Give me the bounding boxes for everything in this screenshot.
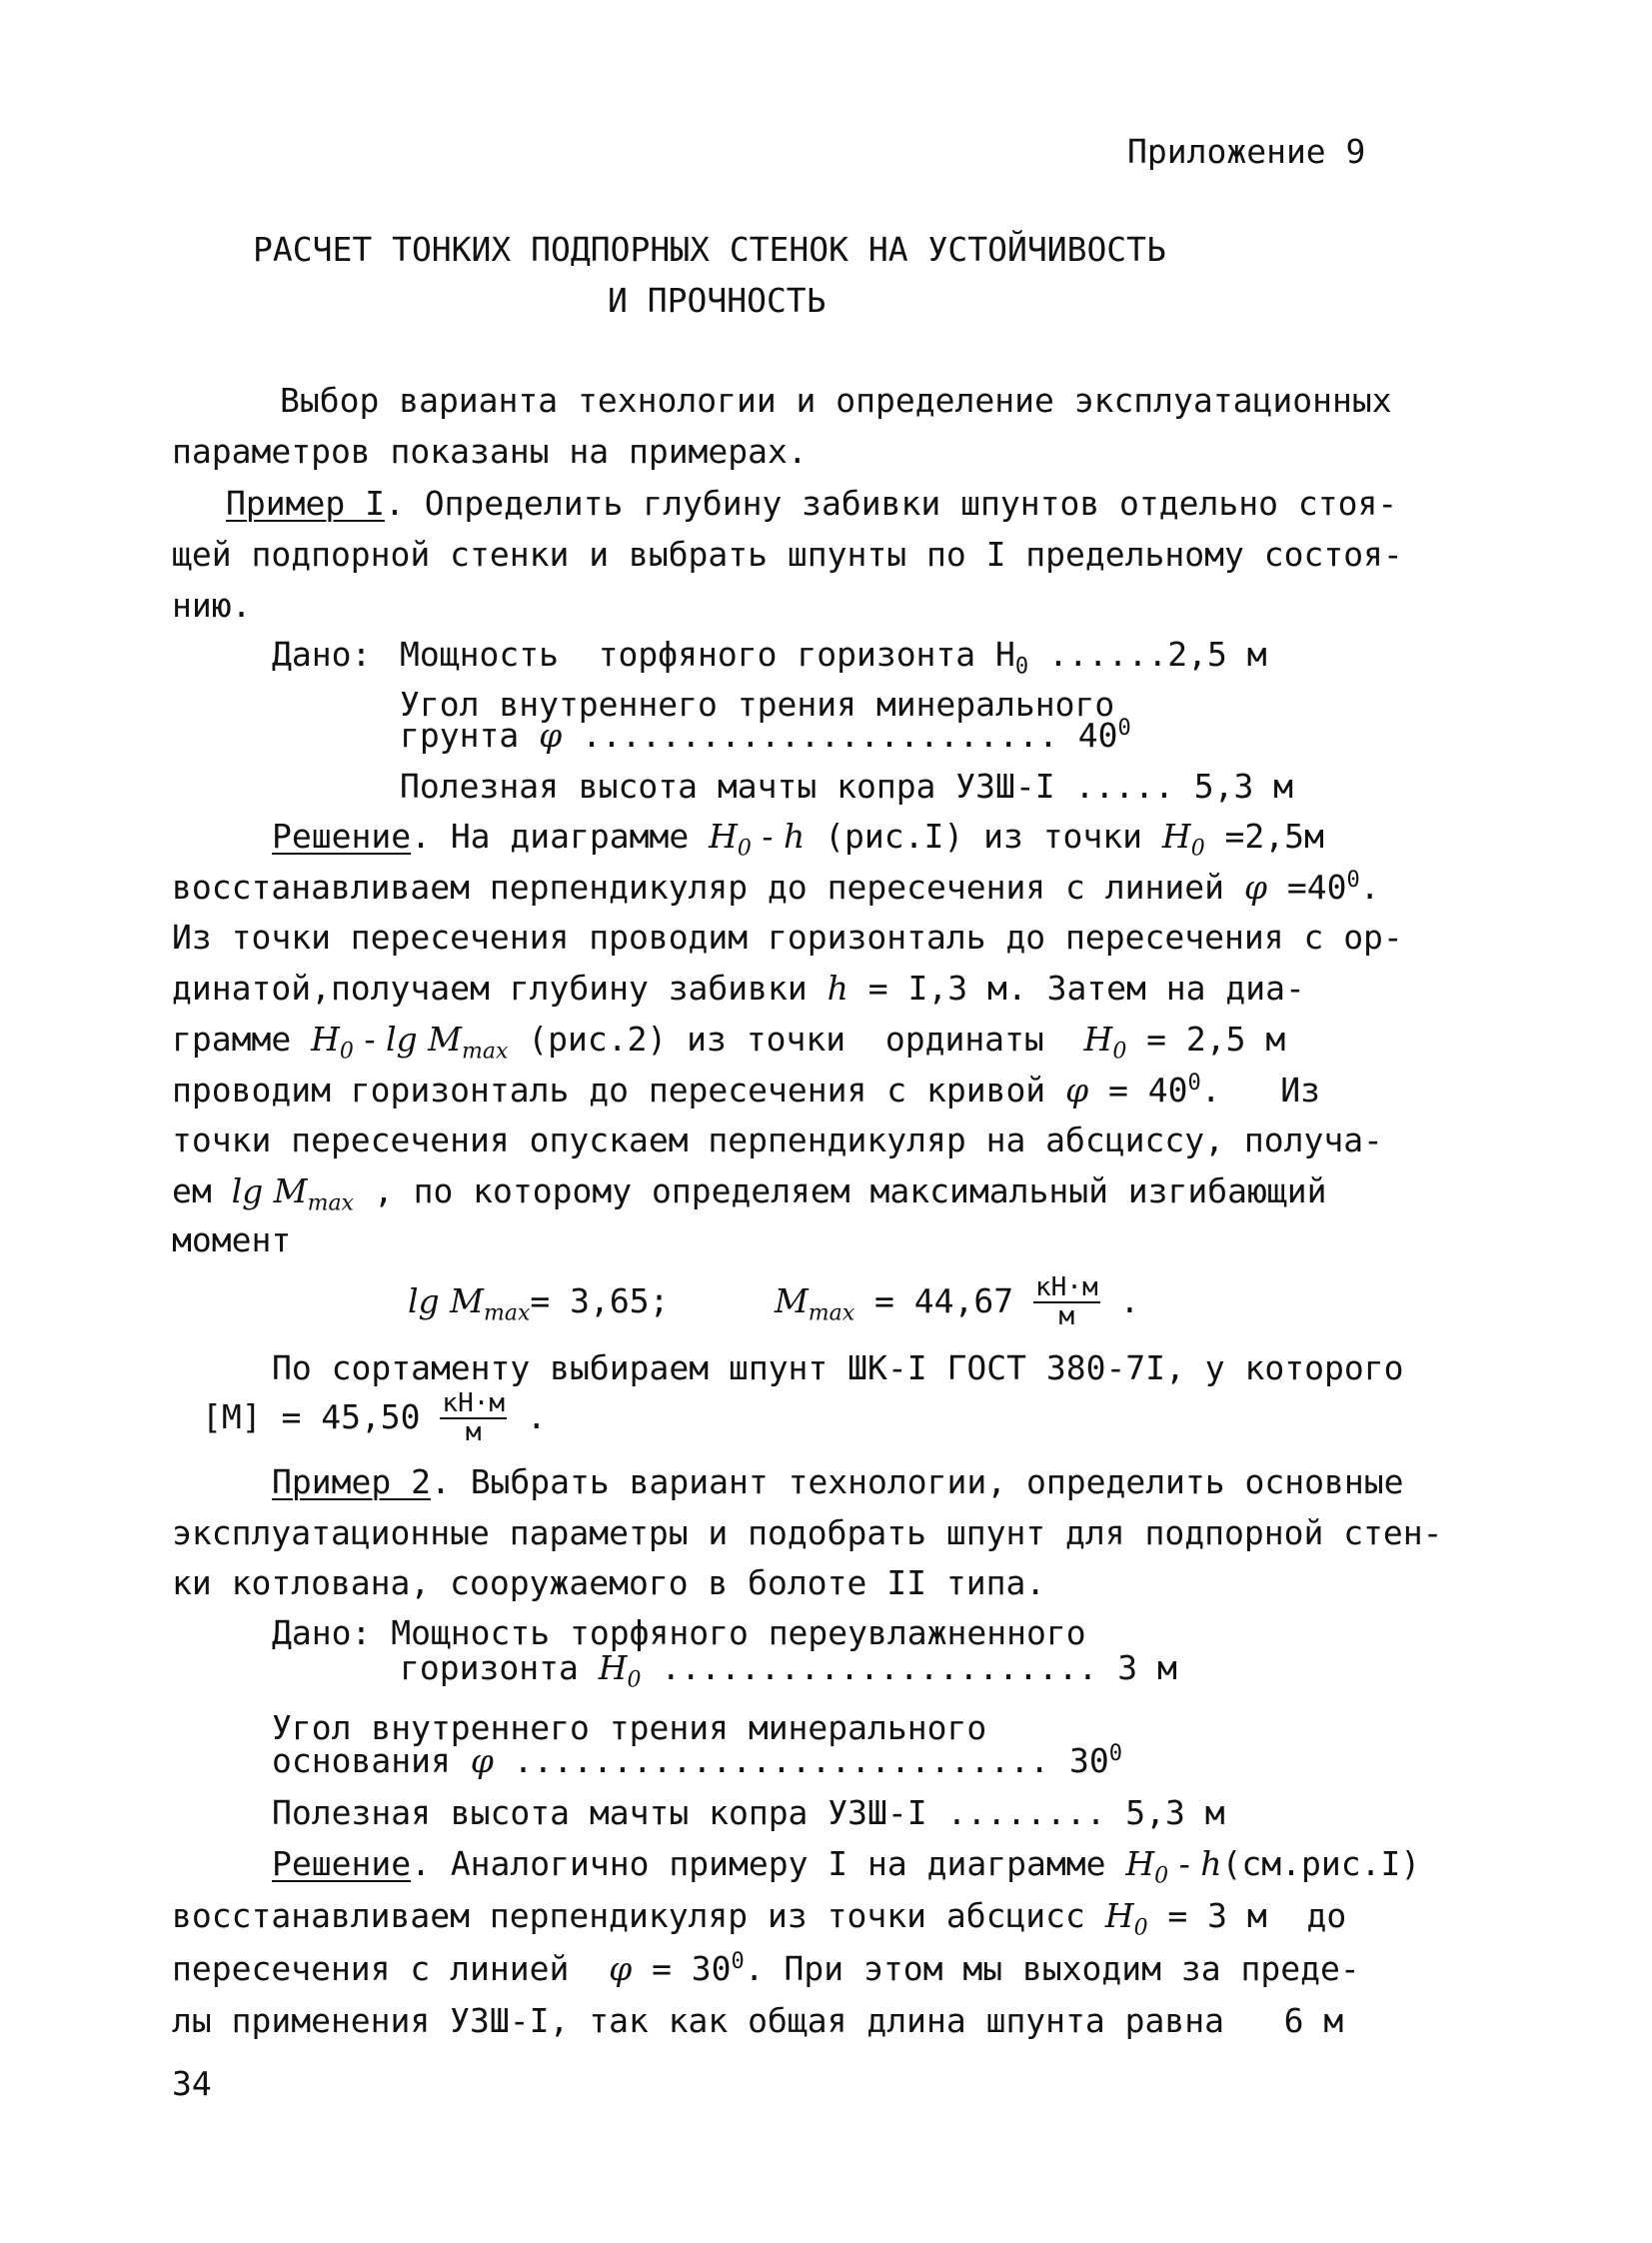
h0-sub: 0	[1190, 836, 1205, 862]
result-line-1: По сортаменту выбираем шпунт ШК-I ГОСТ 380-7I, у которого	[272, 1348, 1404, 1387]
unit-denominator: м	[465, 1417, 482, 1448]
example-2-label: Пример 2	[272, 1462, 431, 1501]
allowable-moment: [M] = 45,50	[202, 1396, 441, 1436]
solution-1-line-5	[172, 1020, 1286, 1065]
solution-2-text-d: = 3 м до	[1147, 1896, 1347, 1935]
h0-symbol: H	[709, 817, 738, 856]
given-value: ...................... 3 м	[641, 1648, 1177, 1687]
lgm-symbol: lg M	[408, 1281, 484, 1320]
example-2-given-1-line-2	[400, 1648, 1177, 1693]
example-1-task-line-3: нию.	[172, 586, 252, 625]
period: .	[1099, 1280, 1140, 1320]
degree-sup: 0	[1346, 868, 1360, 893]
result-line-2	[202, 1390, 547, 1447]
h0-symbol: H	[1161, 817, 1191, 856]
given-1	[400, 635, 1267, 680]
given-1-text: Мощность торфяного горизонта H	[400, 635, 1015, 674]
unit-numerator: кН·м	[1035, 1272, 1098, 1302]
degree-sup: 0	[1117, 716, 1131, 741]
given-2-line-2	[400, 716, 1131, 755]
minus: -	[751, 817, 785, 856]
phi-value: =40	[1266, 868, 1347, 907]
h0-ordinate	[1083, 1020, 1127, 1065]
h0-symbol: H	[1083, 1020, 1113, 1059]
lgm-symbol: lg M	[231, 1171, 308, 1210]
solution-1-line-4	[172, 969, 1305, 1008]
given-3: Полезная высота мачты копра УЗШ-I ..... 5,3 м	[400, 767, 1294, 806]
solution-2-text-a: . Аналогично примеру I на диаграмме	[411, 1844, 1126, 1883]
solution-1-text-i: = 2,5 м	[1126, 1020, 1286, 1059]
h0-sub: 0	[1154, 1863, 1169, 1889]
given-1-value: ......2,5 м	[1028, 635, 1267, 674]
h0-symbol: H	[1125, 1844, 1155, 1883]
given-text: горизонта	[400, 1648, 599, 1687]
formula-h0-h	[709, 817, 806, 862]
solution-1-text-f: = I,3 м. Затем на диа-	[847, 969, 1305, 1008]
intro-line-1: Выбор варианта технологии и определение эксплуатационных	[280, 381, 1392, 420]
solution-1-line-2	[172, 868, 1380, 907]
degree-sup: 0	[1187, 1071, 1201, 1096]
phi-symbol: φ	[1243, 868, 1267, 907]
unit-fraction	[440, 1390, 507, 1447]
h-symbol: h	[826, 969, 848, 1008]
solution-2-line-2	[172, 1896, 1347, 1941]
unit-denominator: м	[1058, 1301, 1075, 1332]
solution-1-text-d: восстанавливаем перпендикуляр до пересечения с линией	[172, 868, 1244, 907]
phi-symbol: φ	[539, 716, 563, 755]
example-2-task-text: . Выбрать вариант технологии, определить основные	[430, 1462, 1404, 1501]
given-1-subscript: 0	[1014, 654, 1029, 680]
h0-abscissa	[1104, 1896, 1148, 1941]
solution-2-label: Решение	[272, 1844, 412, 1883]
h0-symbol: H	[311, 1020, 340, 1059]
title-line-1: РАСЧЕТ ТОНКИХ ПОДПОРНЫХ СТЕНОК НА УСТОЙЧИВОСТЬ	[253, 230, 1166, 269]
example-2-given-1: Дано: Мощность торфяного переувлажненного	[272, 1613, 1086, 1652]
solution-2-text-b: (см.рис.I)	[1221, 1844, 1421, 1883]
appendix-label: Приложение 9	[1127, 132, 1366, 171]
minus: -	[353, 1020, 386, 1059]
solution-1-label: Решение	[272, 817, 412, 856]
degree-sup: 0	[731, 1949, 745, 1974]
lgm-max	[231, 1171, 354, 1216]
given-text: основания	[272, 1741, 471, 1780]
title-line-2: И ПРОЧНОСТЬ	[608, 281, 826, 320]
h0-symbol-group	[598, 1648, 642, 1693]
max-sub: max	[483, 1300, 531, 1326]
max-sub: max	[307, 1190, 354, 1216]
period: .	[1359, 868, 1380, 907]
solution-2-line-3	[172, 1949, 1360, 1988]
solution-2-line-4: лы применения УЗШ-I, так как общая длина шпунта равна 6 м	[172, 2001, 1344, 2040]
solution-1-text-j: проводим горизонталь до пересечения с кривой	[172, 1071, 1066, 1110]
formula-h0-h	[1125, 1844, 1222, 1889]
max-sub: max	[461, 1039, 509, 1065]
degree-sup: 0	[1108, 1741, 1122, 1766]
example-2-task-line-3: ки котлована, сооружаемого в болоте II типа.	[172, 1563, 1046, 1602]
solution-1-text-m: , по которому определяем максимальный изгибающий	[353, 1171, 1327, 1210]
h0-sub: 0	[737, 836, 752, 862]
intro-line-2: параметров показаны на примерах.	[172, 432, 808, 471]
minus: -	[1168, 1844, 1201, 1883]
phi-value: = 40	[1088, 1071, 1188, 1110]
h0-sub: 0	[627, 1667, 642, 1693]
solution-1-text-a: . На диаграмме	[411, 817, 710, 856]
solution-2-line-1	[272, 1844, 1421, 1889]
h0-symbol: H	[598, 1648, 628, 1687]
h0-symbol: H	[1104, 1896, 1134, 1935]
max-sub: max	[808, 1300, 855, 1326]
formula-mmax	[775, 1274, 1139, 1331]
lgm-value: = 3,65;	[530, 1281, 670, 1320]
solution-1-text-b: (рис.I) из точки	[805, 817, 1162, 856]
solution-1-text-h: (рис.2) из точки ординаты	[508, 1020, 1084, 1059]
h-symbol: h	[784, 817, 806, 856]
example-1-task-line-2: щей подпорной стенки и выбрать шпунты по I предельному состоя-	[172, 535, 1403, 574]
given-2-text: грунта	[400, 716, 520, 755]
solution-1-text-g: грамме	[172, 1020, 312, 1059]
unit-fraction	[1033, 1274, 1100, 1331]
solution-2-text-e: пересечения с линией	[172, 1949, 610, 1988]
solution-1-line-9: момент	[172, 1220, 292, 1259]
formula-h0-lgm	[311, 1020, 509, 1065]
mmax-value: = 44,67	[854, 1280, 1033, 1320]
solution-2-text-f: . При этом мы выходим за преде-	[744, 1949, 1360, 1988]
solution-1-line-8	[172, 1171, 1327, 1216]
unit-numerator: кН·м	[442, 1388, 506, 1418]
phi-symbol: φ	[1065, 1071, 1089, 1110]
example-2-given-2-line-1: Угол внутреннего трения минерального	[272, 1708, 987, 1747]
solution-1-text-k: . Из	[1200, 1071, 1320, 1110]
phi-symbol: φ	[609, 1949, 633, 1988]
example-1-task-line-1	[226, 484, 1398, 523]
given-2-line-1: Угол внутреннего трения минерального	[400, 685, 1115, 724]
solution-1-text-l: ем	[172, 1171, 232, 1210]
solution-1-text-c: =2,5м	[1204, 817, 1324, 856]
example-1-label: Пример I	[226, 484, 385, 523]
example-2-task-line-2: эксплуатационные параметры и подобрать шпунт для подпорной стен-	[172, 1513, 1443, 1552]
solution-1-line-7: точки пересечения опускаем перпендикуляр на абсциссу, получа-	[172, 1121, 1383, 1159]
solution-1-line-1	[272, 817, 1324, 862]
h0-sub: 0	[1112, 1039, 1127, 1065]
solution-2-text-c: восстанавливаем перпендикуляр из точки абсцисс	[172, 1896, 1105, 1935]
period: .	[507, 1396, 547, 1436]
given-label: Дано:	[272, 635, 372, 674]
solution-1-text-e: динатой,получаем глубину забивки	[172, 969, 827, 1008]
phi-symbol: φ	[470, 1741, 494, 1780]
example-1-task-text: . Определить глубину забивки шпунтов отдельно стоя-	[384, 484, 1398, 523]
m-symbol: M	[775, 1280, 809, 1320]
lgm-symbol: lg M	[386, 1020, 462, 1059]
h0-sub: 0	[1133, 1915, 1148, 1941]
h-symbol: h	[1200, 1844, 1222, 1883]
given-value: ........................... 30	[493, 1741, 1109, 1780]
solution-1-line-6	[172, 1071, 1320, 1110]
formula-lgm	[408, 1281, 670, 1326]
page-number: 34	[172, 2064, 212, 2103]
given-2-value: ........................ 40	[562, 716, 1118, 755]
solution-1-line-3: Из точки пересечения проводим горизонталь до пересечения с ор-	[172, 918, 1403, 957]
example-2-task-line-1	[272, 1462, 1404, 1501]
example-2-given-3: Полезная высота мачты копра УЗШ-I ........ 5,3 м	[272, 1793, 1225, 1832]
h0-point	[1161, 817, 1205, 862]
example-2-given-2-line-2	[272, 1741, 1122, 1780]
phi-value: = 30	[632, 1949, 732, 1988]
h0-sub: 0	[339, 1039, 354, 1065]
